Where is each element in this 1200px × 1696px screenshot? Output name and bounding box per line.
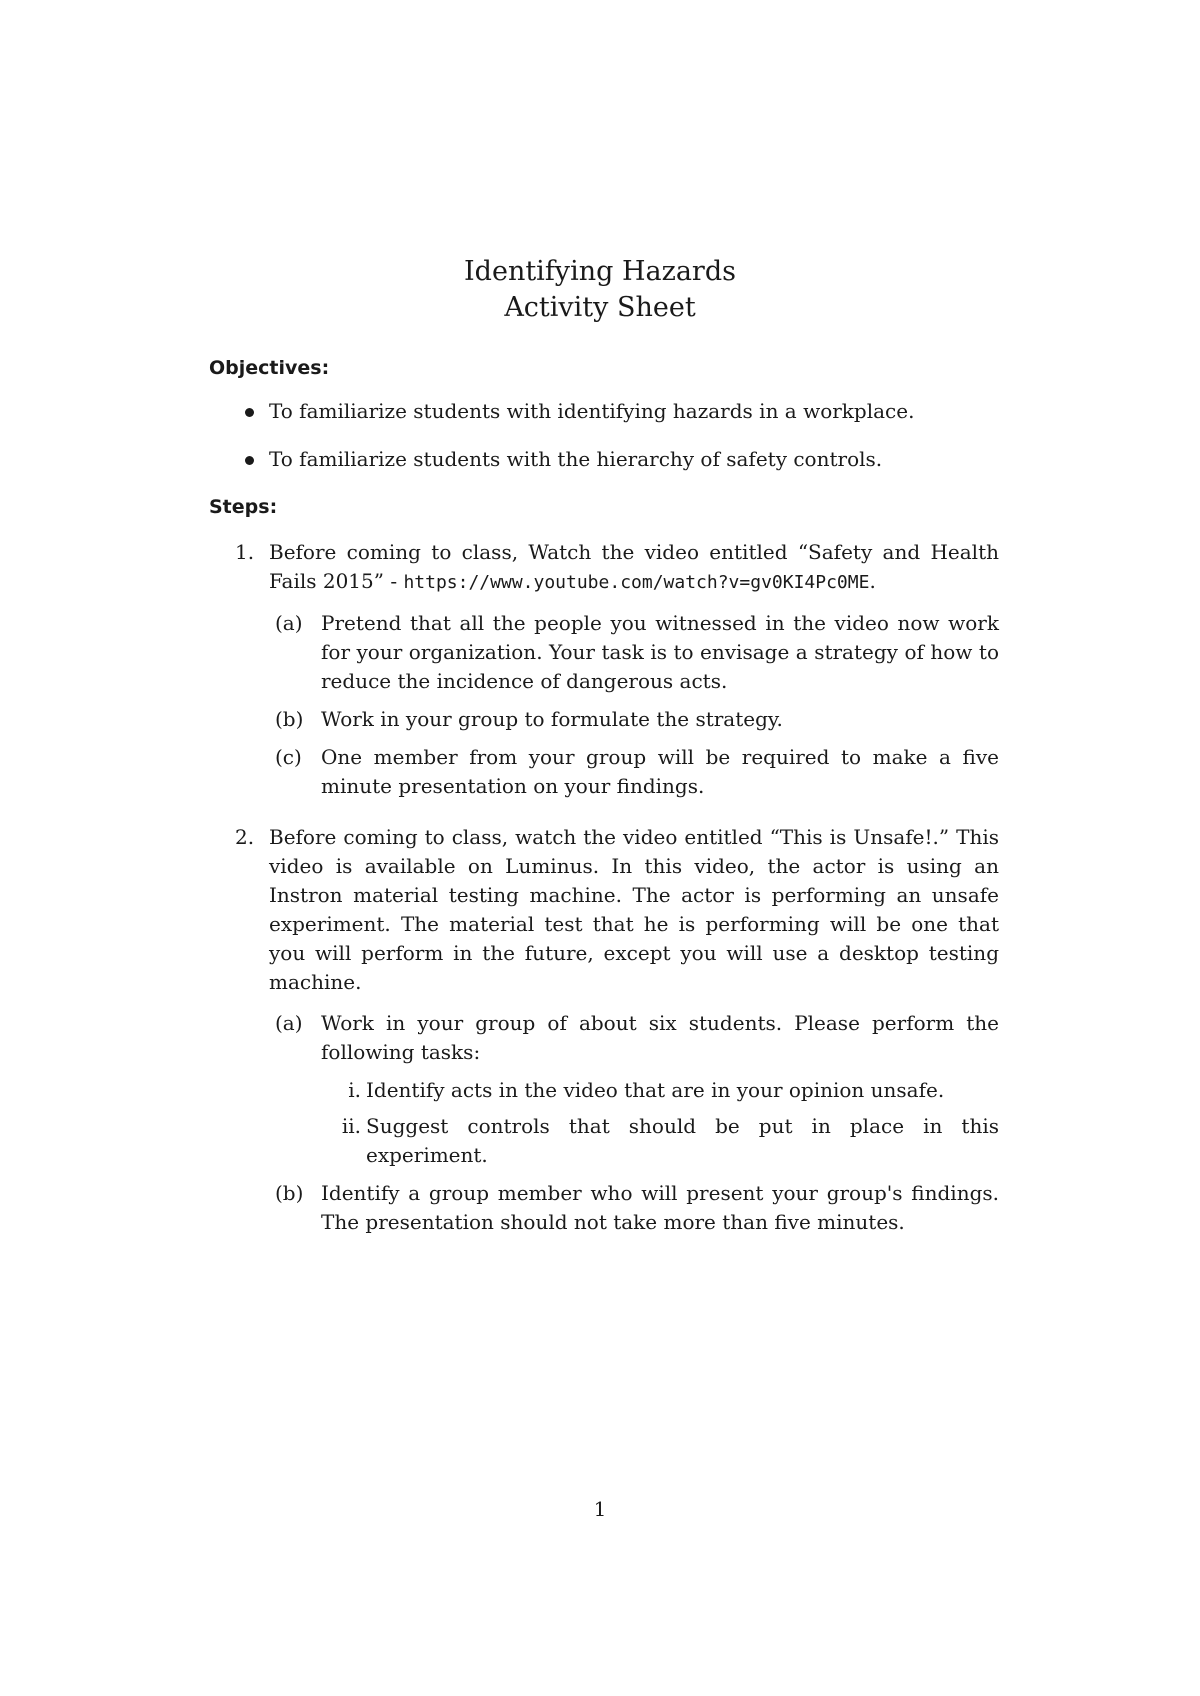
- substep-item: [269, 705, 999, 734]
- steps-heading: Steps:: [209, 496, 278, 518]
- step-text-end: .: [869, 569, 876, 593]
- substep-label: (a): [275, 1011, 303, 1035]
- step-item: [209, 823, 999, 1237]
- substep-label: (b): [275, 1181, 304, 1205]
- substep-text: Identify a group member who will present your group's findings. The presentation should not take more than five minutes.: [321, 1181, 999, 1234]
- title-line-2: Activity Sheet: [504, 292, 696, 323]
- substep-item: [269, 743, 999, 801]
- task-item: [321, 1112, 999, 1170]
- task-label: ii.: [341, 1114, 361, 1138]
- document-title: [0, 254, 1200, 326]
- task-text: Identify acts in the video that are in your opinion unsafe.: [366, 1078, 945, 1102]
- task-label: i.: [348, 1078, 361, 1102]
- step-text: Before coming to class, watch the video entitled “This is Unsafe!.” This video is available on Luminus. In this video, the actor is using an Instron material testing machine. The actor is performing an unsafe experiment. The material test that he is performing will be one that you will perform in the future, except you will use a desktop testing machine.: [269, 825, 999, 994]
- objectives-list: [209, 397, 999, 474]
- substep-text: Work in your group of about six students. Please perform the following tasks:: [321, 1011, 999, 1064]
- task-text: Suggest controls that should be put in place in this experiment.: [366, 1114, 999, 1167]
- substeps-list: [269, 1009, 999, 1237]
- step-text: Before coming to class, Watch the video entitled “Safety and Health Fails 2015” -: [269, 540, 999, 593]
- objective-text: To familiarize students with identifying hazards in a workplace.: [269, 399, 915, 423]
- substep-item: [269, 1179, 999, 1237]
- bullet-icon: [245, 456, 254, 465]
- substep-text: Work in your group to formulate the strategy.: [321, 707, 783, 731]
- substep-item: [269, 609, 999, 696]
- steps-list: [209, 538, 999, 1237]
- step-number: 1.: [235, 540, 255, 564]
- task-list: [321, 1076, 999, 1170]
- objectives-heading: Objectives:: [209, 357, 330, 379]
- page-number: 1: [593, 1497, 607, 1521]
- objective-item: [209, 445, 999, 474]
- substep-item: [269, 1009, 999, 1170]
- substep-label: (c): [275, 745, 302, 769]
- substeps-list: [269, 609, 999, 801]
- document-body: [209, 354, 999, 1259]
- step-item: [209, 538, 999, 801]
- substep-text: One member from your group will be required to make a five minute presentation on your findings.: [321, 745, 999, 798]
- step-number: 2.: [235, 825, 255, 849]
- task-item: [321, 1076, 999, 1105]
- substep-text: Pretend that all the people you witnessed in the video now work for your organization. Your task is to envisage a strategy of how to reduce the incidence of dangerous acts.: [321, 611, 999, 693]
- objective-item: [209, 397, 999, 426]
- objective-text: To familiarize students with the hierarchy of safety controls.: [269, 447, 883, 471]
- title-line-1: Identifying Hazards: [464, 256, 736, 287]
- substep-label: (a): [275, 611, 303, 635]
- substep-label: (b): [275, 707, 304, 731]
- bullet-icon: [245, 408, 254, 417]
- video-link[interactable]: https://www.youtube.com/watch?v=gv0KI4Pc0ME: [403, 572, 870, 593]
